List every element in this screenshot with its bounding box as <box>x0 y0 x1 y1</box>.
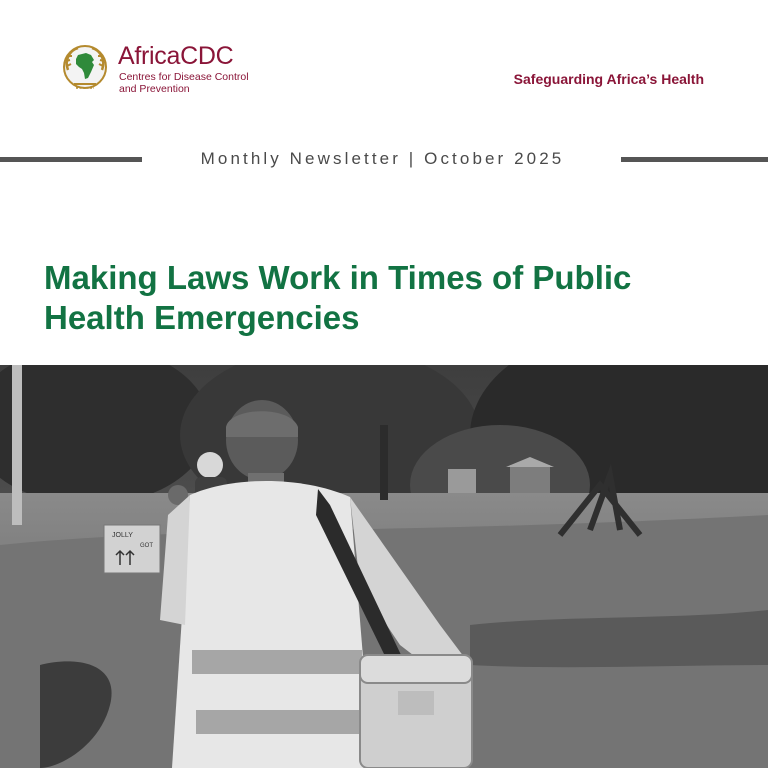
box-label-side: GOT <box>140 543 153 549</box>
africa-cdc-emblem-icon <box>58 40 116 96</box>
page-header <box>0 0 768 130</box>
article-title <box>44 258 734 338</box>
article-title-line-1: Making Laws Work in Times of Public <box>44 259 632 296</box>
cover-photo-image <box>0 365 768 768</box>
logo-name: AfricaCDC <box>118 42 234 70</box>
divider-right <box>621 157 768 162</box>
article-title-line-2: Health Emergencies <box>44 299 360 336</box>
tagline: Safeguarding Africa’s Health <box>513 71 704 87</box>
newsletter-bar <box>0 148 768 172</box>
divider-left <box>0 157 142 162</box>
cover-photo <box>0 365 768 768</box>
carried-box <box>104 525 160 573</box>
africa-cdc-logo[interactable] <box>58 40 278 100</box>
vaccine-cooler-box <box>360 655 472 768</box>
box-label-top: JOLLY <box>112 532 133 539</box>
newsletter-label: Monthly Newsletter | October 2025 <box>200 149 565 168</box>
logo-subtitle: Centres for Disease Control and Prevention <box>119 71 249 95</box>
